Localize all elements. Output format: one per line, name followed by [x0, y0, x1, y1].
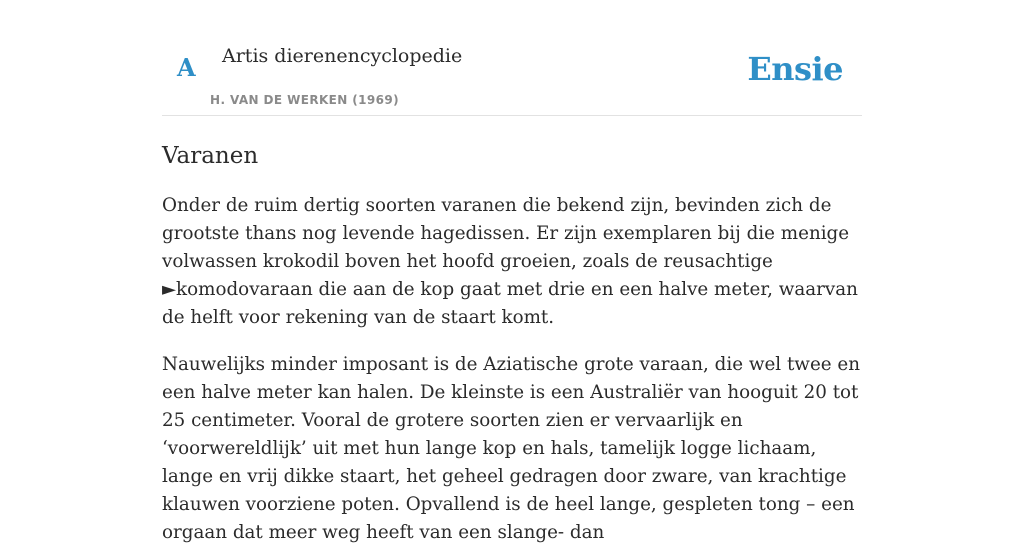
publication-header	[162, 0, 862, 116]
publication-title[interactable]: Artis dierenencyclopedie	[222, 45, 463, 67]
article-paragraph: Onder de ruim dertig soorten varanen die bekend zijn, bevinden zich de grootste thans nog levende hagedissen. Er zijn exemplaren bij die menige volwassen krokodil boven het hoofd groeien, zoals de reusachtige ►komodovaraan die aan de kop gaat met drie en een halve meter, waarvan de helft voor rekening van de staart komt.	[162, 195, 858, 328]
entry-title: Varanen	[162, 143, 259, 169]
article-page	[162, 0, 862, 547]
publication-index-letter-link[interactable]: A	[177, 53, 196, 82]
article-paragraph: Nauwelijks minder imposant is de Aziatische grote varaan, die wel twee en een halve meter kan halen. De kleinste is een Australiër van hooguit 20 tot 25 centimeter. Vooral de grotere soorten zien er vervaarlijk en ‘voorwereldlijk’ uit met hun lange kop en hals, tamelijk logge lichaam, lange en vrij dikke staart, het geheel gedragen door zware, van krachtige klauwen voorziene poten. Opvallend is de heel lange, gespleten tong – een orgaan dat meer weg heeft van een slange- dan	[162, 354, 860, 543]
publication-author: H. VAN DE WERKEN (1969)	[210, 93, 400, 107]
ensie-logo[interactable]: Ensie	[747, 50, 843, 88]
